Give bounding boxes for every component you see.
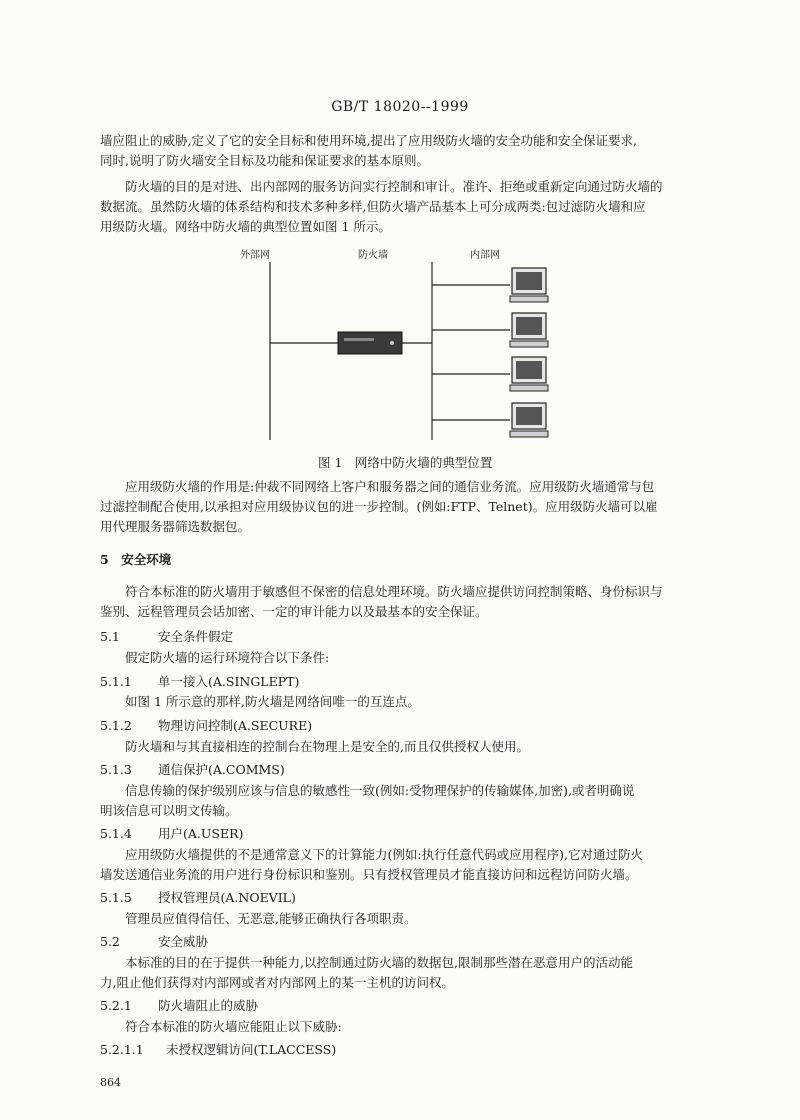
subsection-heading (100, 888, 296, 908)
paragraph-line: 假定防火墙的运行环境符合以下条件: (125, 650, 330, 665)
subsection-heading (100, 627, 233, 647)
paragraph-line: 数据流。虽然防火墙的体系结构和技术多种多样,但防火墙产品基本上可分成两类:包过滤防火墙和应 (100, 199, 646, 214)
subsection-title: 物理访问控制(A.SECURE) (158, 718, 313, 733)
subsection-title: 安全威胁 (158, 934, 209, 949)
paragraph-line: 信息传输的保护级别应该与信息的敏感性一致(例如:受物理保护的传输媒体,加密),或者明确说 (125, 783, 635, 798)
subsection-heading (100, 824, 243, 844)
subsection-title: 单一接入(A.SINGLEPT) (158, 674, 300, 689)
subsection-heading (100, 996, 258, 1016)
subsection-title: 授权管理员(A.NOEVIL) (158, 890, 296, 905)
paragraph-line: 符合本标准的防火墙用于敏感但不保密的信息处理环境。防火墙应提供访问控制策略、身份标识与 (125, 584, 663, 599)
subsection-heading (100, 672, 299, 692)
page-number: 864 (100, 1076, 121, 1089)
paragraph-line: 用代理服务器筛选数据包。 (100, 519, 251, 534)
computer-icon (510, 313, 548, 347)
firewall-device-icon (338, 332, 402, 354)
paragraph-line: 管理员应值得信任、无恶意,能够正确执行各项职责。 (125, 911, 417, 926)
computer-icon (510, 403, 548, 437)
paragraph-line: 过滤控制配合使用,以承担对应用级协议包的进一步控制。(例如:FTP、Telnet)。应用级防火墙可以雇 (100, 499, 658, 514)
paragraph-line: 力,阻止他们获得对内部网或者对内部网上的某一主机的访问权。 (100, 975, 454, 990)
subsection-number: 5.1 (100, 629, 120, 644)
paragraph-line: 明该信息可以明文传输。 (100, 803, 238, 818)
paragraph-line: 鉴别、远程管理员会话加密、一定的审计能力以及最基本的安全保证。 (100, 604, 488, 619)
subsection-number: 5.1.1 (100, 674, 132, 689)
paragraph-line: 防火墙和与其直接相连的控制台在物理上是安全的,而且仅供授权人使用。 (125, 739, 529, 754)
section-heading: 5 安全环境 (100, 552, 172, 567)
computer-icon (510, 357, 548, 391)
page-header: GB/T 18020--1999 (331, 99, 469, 115)
subsection-title: 防火墙阻止的威胁 (158, 998, 259, 1013)
paragraph-line: 同时,说明了防火墙安全目标及功能和保证要求的基本原则。 (100, 153, 429, 168)
subsection-number: 5.1.4 (100, 826, 132, 841)
paragraph-line: 应用级防火墙提供的不是通常意义下的计算能力(例如:执行任意代码或应用程序),它对通过防火 (125, 847, 643, 862)
subsection-heading (100, 716, 312, 736)
paragraph-line: 防火墙的目的是对进、出内部网的服务访问实行控制和审计。准许、拒绝或重新定向通过防火墙的 (125, 179, 663, 194)
subsection-heading (100, 760, 285, 780)
figure-label-firewall: 防火墙 (358, 250, 388, 261)
figure-label-internal: 内部网 (470, 250, 500, 261)
paragraph-line: 墙应阻止的威胁,定义了它的安全目标和使用环境,提出了应用级防火墙的安全功能和安全保证要求, (100, 133, 637, 148)
network-diagram (0, 0, 800, 460)
figure-label-external: 外部网 (240, 250, 270, 261)
subsection-number: 5.1.3 (100, 762, 132, 777)
paragraph-line: 符合本标准的防火墙应能阻止以下威胁: (125, 1019, 342, 1034)
subsection-heading (100, 1040, 336, 1060)
subsection-number: 5.2.1 (100, 998, 132, 1013)
computer-icon (510, 268, 548, 302)
subsection-number: 5.1.2 (100, 718, 132, 733)
subsection-title: 通信保护(A.COMMS) (158, 762, 285, 777)
subsection-number: 5.1.5 (100, 890, 132, 905)
subsection-title: 未授权逻辑访问(T.LACCESS) (166, 1042, 337, 1057)
paragraph-line: 本标准的目的在于提供一种能力,以控制通过防火墙的数据包,限制那些潜在恶意用户的活动能 (125, 955, 633, 970)
paragraph-line: 应用级防火墙的作用是:仲裁不同网络上客户和服务器之间的通信业务流。应用级防火墙通常与包 (125, 479, 655, 494)
subsection-number: 5.2.1.1 (100, 1042, 144, 1057)
subsection-number: 5.2 (100, 934, 120, 949)
subsection-title: 安全条件假定 (158, 629, 234, 644)
subsection-heading (100, 932, 208, 952)
figure-caption: 图 1 网络中防火墙的典型位置 (318, 455, 493, 470)
paragraph-line: 如图 1 所示意的那样,防火墙是网络间唯一的互连点。 (125, 694, 420, 709)
paragraph-line: 用级防火墙。网络中防火墙的典型位置如图 1 所示。 (100, 219, 391, 234)
paragraph-line: 墙发送通信业务流的用户进行身份标识和鉴别。只有授权管理员才能直接访问和远程访问防火墙。 (100, 867, 638, 882)
subsection-title: 用户(A.USER) (158, 826, 244, 841)
